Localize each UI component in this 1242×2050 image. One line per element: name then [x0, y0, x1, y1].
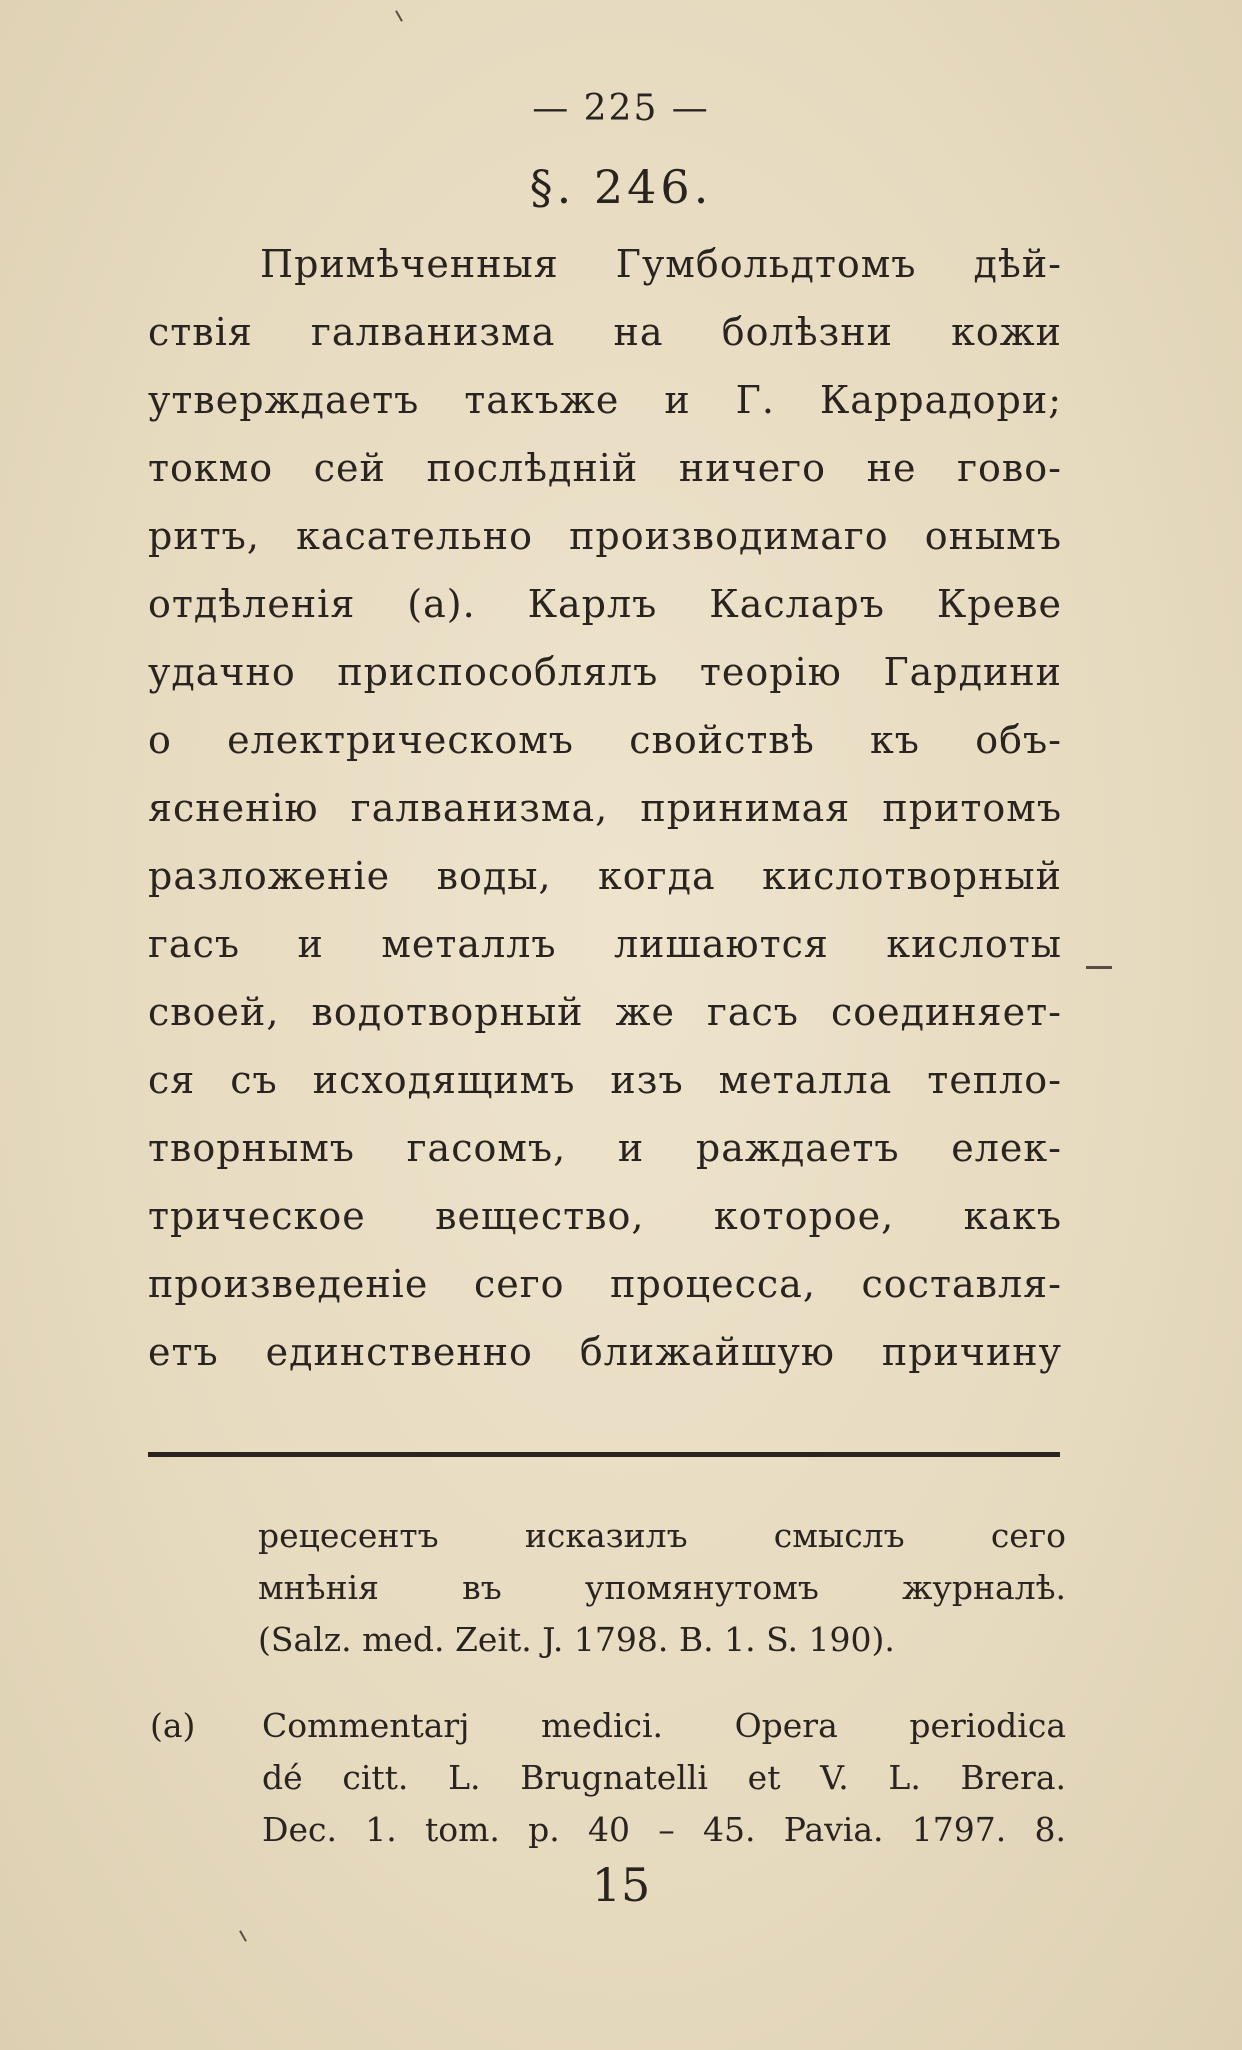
footnote-line: Commentarj medici. Opera periodica — [262, 1706, 1066, 1745]
footnote-marker: (a) — [150, 1706, 196, 1745]
signature-mark: 15 — [591, 1858, 651, 1912]
footnote-line: Dec. 1. tom. p. 40 – 45. Pavia. 1797. 8. — [262, 1810, 1066, 1849]
body-line: разложеніе воды, когда кислотворный — [148, 854, 1062, 898]
paper-speck — [1086, 966, 1112, 969]
paper-speck — [239, 1930, 247, 1941]
body-line: етъ единственно ближайшую причину — [148, 1330, 1062, 1374]
body-line: Примѣченныя Гумбольдтомъ дѣй- — [260, 242, 1062, 286]
footnote-line: рецесентъ исказилъ смыслъ сего — [258, 1516, 1066, 1555]
body-line: ствія галванизма на болѣзни кожи — [148, 310, 1062, 354]
paper-speck — [395, 10, 403, 21]
body-line: ся съ исходящимъ изъ металла тепло- — [148, 1058, 1062, 1102]
body-line: гасъ и металлъ лишаются кислоты — [148, 922, 1062, 966]
body-line: утверждаетъ такъже и Г. Каррадори; — [148, 378, 1062, 422]
footnote-continuation — [258, 1510, 1066, 1666]
section-heading: §. 246. — [529, 160, 713, 214]
body-line: удачно приспособлялъ теорію Гардини — [148, 650, 1062, 694]
body-line: творнымъ гасомъ, и раждаетъ елек- — [148, 1126, 1062, 1170]
body-line: о електрическомъ свойствѣ къ объ- — [148, 718, 1062, 762]
page-number: — 225 — — [532, 88, 710, 129]
body-paragraph — [148, 230, 1062, 1386]
footnote-line: мнѣнія въ упомянутомъ журналѣ. — [258, 1568, 1066, 1607]
body-line: трическое вещество, которое, какъ — [148, 1194, 1062, 1238]
body-line: произведеніе сего процесса, составля- — [148, 1262, 1062, 1306]
footnote-rule — [148, 1452, 1060, 1457]
body-line: своей, водотворный же гасъ соединяет- — [148, 990, 1062, 1034]
body-line: токмо сей послѣдній ничего не гово- — [148, 446, 1062, 490]
footnote-a-body — [262, 1700, 1066, 1856]
footnote-line: dé citt. L. Brugnatelli et V. L. Brera. — [262, 1758, 1066, 1797]
body-line: ясненію галванизма, принимая притомъ — [148, 786, 1062, 830]
body-line: отдѣленія (а). Карлъ Касларъ Креве — [148, 582, 1062, 626]
body-line: ритъ, касательно производимаго онымъ — [148, 514, 1062, 558]
footnote-line: (Salz. med. Zeit. J. 1798. B. 1. S. 190). — [258, 1620, 895, 1659]
